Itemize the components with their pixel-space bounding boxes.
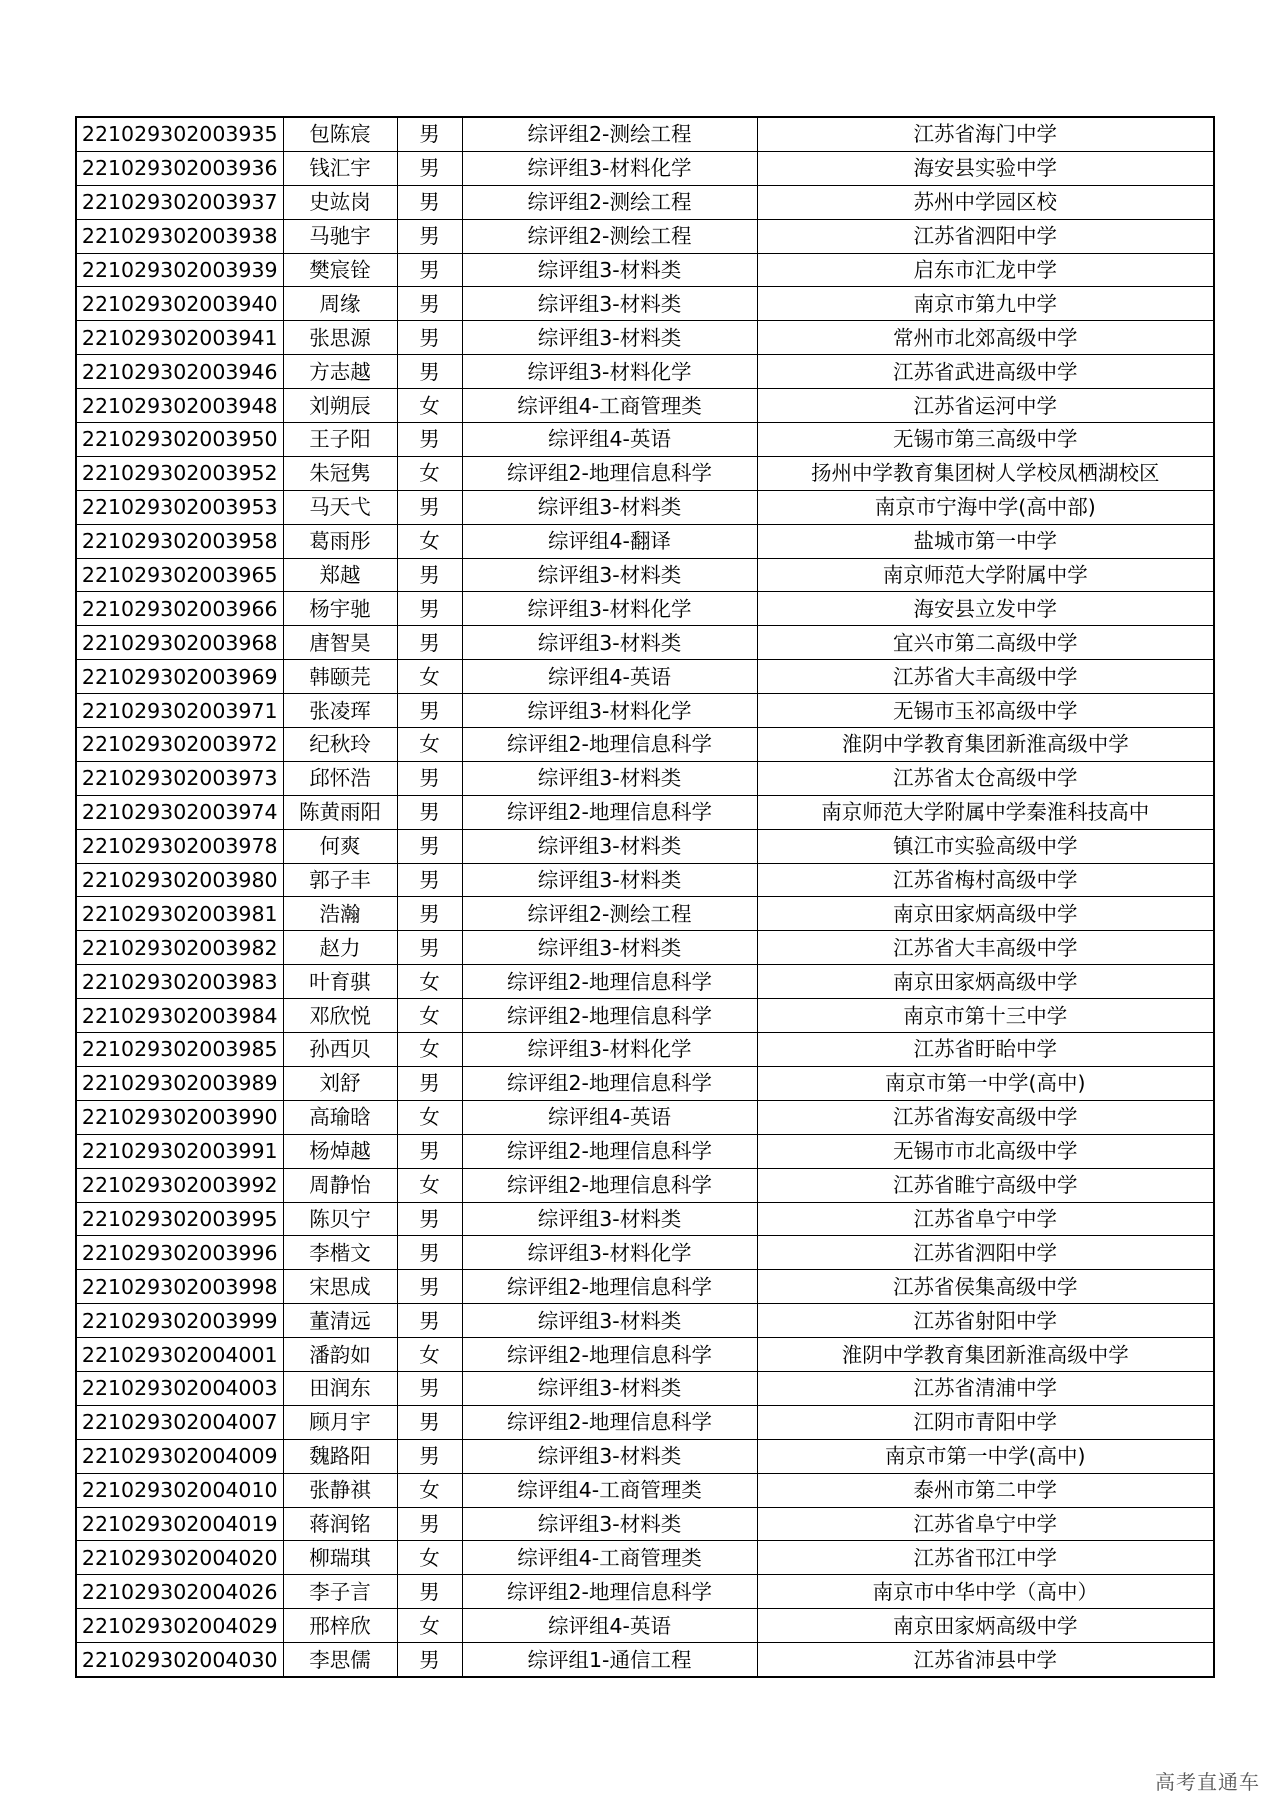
school-cell: 泰州市第二中学 (757, 1473, 1214, 1507)
group-major-cell: 综评组2-地理信息科学 (462, 1338, 757, 1372)
group-major-cell: 综评组2-测绘工程 (462, 897, 757, 931)
group-major-cell: 综评组4-英语 (462, 1100, 757, 1134)
table-row (76, 1100, 1214, 1134)
name-cell: 董清远 (283, 1304, 397, 1338)
group-major-cell: 综评组4-英语 (462, 423, 757, 457)
school-cell: 南京市第九中学 (757, 287, 1214, 321)
school-cell: 启东市汇龙中学 (757, 253, 1214, 287)
name-cell: 李思儒 (283, 1643, 397, 1677)
candidate-id-cell: 221029302003981 (76, 897, 283, 931)
gender-cell: 男 (397, 863, 462, 897)
school-cell: 江苏省盱眙中学 (757, 1033, 1214, 1067)
name-cell: 刘舒 (283, 1066, 397, 1100)
gender-cell: 女 (397, 1338, 462, 1372)
table-row (76, 151, 1214, 185)
group-major-cell: 综评组3-材料类 (462, 1371, 757, 1405)
group-major-cell: 综评组3-材料化学 (462, 151, 757, 185)
candidate-id-cell: 221029302003991 (76, 1134, 283, 1168)
group-major-cell: 综评组2-地理信息科学 (462, 1575, 757, 1609)
group-major-cell: 综评组4-工商管理类 (462, 1473, 757, 1507)
gender-cell: 女 (397, 1473, 462, 1507)
candidate-id-cell: 221029302003984 (76, 999, 283, 1033)
gender-cell: 男 (397, 253, 462, 287)
school-cell: 江苏省大丰高级中学 (757, 660, 1214, 694)
candidate-id-cell: 221029302003995 (76, 1202, 283, 1236)
table-row (76, 185, 1214, 219)
gender-cell: 女 (397, 1541, 462, 1575)
name-cell: 邓欣悦 (283, 999, 397, 1033)
name-cell: 宋思成 (283, 1270, 397, 1304)
candidate-id-cell: 221029302003939 (76, 253, 283, 287)
table-row (76, 321, 1214, 355)
school-cell: 江苏省阜宁中学 (757, 1202, 1214, 1236)
school-cell: 江苏省清浦中学 (757, 1371, 1214, 1405)
name-cell: 葛雨彤 (283, 524, 397, 558)
table-row (76, 795, 1214, 829)
gender-cell: 男 (397, 795, 462, 829)
candidate-id-cell: 221029302003982 (76, 931, 283, 965)
table-row (76, 1168, 1214, 1202)
gender-cell: 男 (397, 1270, 462, 1304)
name-cell: 郭子丰 (283, 863, 397, 897)
name-cell: 韩颐芫 (283, 660, 397, 694)
school-cell: 南京市中华中学（高中） (757, 1575, 1214, 1609)
table-row (76, 1405, 1214, 1439)
gender-cell: 男 (397, 626, 462, 660)
gender-cell: 男 (397, 151, 462, 185)
group-major-cell: 综评组2-地理信息科学 (462, 999, 757, 1033)
name-cell: 钱汇宇 (283, 151, 397, 185)
group-major-cell: 综评组2-地理信息科学 (462, 456, 757, 490)
table-row (76, 592, 1214, 626)
name-cell: 方志越 (283, 355, 397, 389)
gender-cell: 女 (397, 1609, 462, 1643)
name-cell: 刘朔辰 (283, 389, 397, 423)
candidate-id-cell: 221029302003946 (76, 355, 283, 389)
table-row (76, 1439, 1214, 1473)
gender-cell: 女 (397, 456, 462, 490)
name-cell: 王子阳 (283, 423, 397, 457)
group-major-cell: 综评组3-材料类 (462, 761, 757, 795)
school-cell: 江苏省泗阳中学 (757, 219, 1214, 253)
table-row (76, 1575, 1214, 1609)
table-row (76, 1066, 1214, 1100)
name-cell: 田润东 (283, 1371, 397, 1405)
group-major-cell: 综评组3-材料类 (462, 1202, 757, 1236)
table-row (76, 999, 1214, 1033)
gender-cell: 男 (397, 287, 462, 321)
candidate-id-cell: 221029302004009 (76, 1439, 283, 1473)
group-major-cell: 综评组3-材料类 (462, 1507, 757, 1541)
name-cell: 郑越 (283, 558, 397, 592)
school-cell: 宜兴市第二高级中学 (757, 626, 1214, 660)
name-cell: 高瑜晗 (283, 1100, 397, 1134)
group-major-cell: 综评组3-材料类 (462, 321, 757, 355)
table-row (76, 287, 1214, 321)
gender-cell: 男 (397, 219, 462, 253)
table-row (76, 965, 1214, 999)
gender-cell: 女 (397, 965, 462, 999)
school-cell: 江苏省邗江中学 (757, 1541, 1214, 1575)
group-major-cell: 综评组4-英语 (462, 660, 757, 694)
gender-cell: 男 (397, 761, 462, 795)
gender-cell: 男 (397, 1405, 462, 1439)
school-cell: 南京市第一中学(高中) (757, 1066, 1214, 1100)
name-cell: 李楷文 (283, 1236, 397, 1270)
gender-cell: 男 (397, 897, 462, 931)
table-row (76, 1507, 1214, 1541)
candidate-id-cell: 221029302003996 (76, 1236, 283, 1270)
candidate-id-cell: 221029302003968 (76, 626, 283, 660)
gender-cell: 男 (397, 490, 462, 524)
gender-cell: 男 (397, 423, 462, 457)
table-row (76, 456, 1214, 490)
table-row (76, 117, 1214, 151)
name-cell: 邱怀浩 (283, 761, 397, 795)
name-cell: 马驰宇 (283, 219, 397, 253)
school-cell: 盐城市第一中学 (757, 524, 1214, 558)
admission-roster-table (75, 116, 1215, 1678)
name-cell: 张凌珲 (283, 694, 397, 728)
candidate-id-cell: 221029302003952 (76, 456, 283, 490)
table-row (76, 1202, 1214, 1236)
school-cell: 江苏省沛县中学 (757, 1643, 1214, 1677)
candidate-id-cell: 221029302003941 (76, 321, 283, 355)
candidate-id-cell: 221029302003940 (76, 287, 283, 321)
school-cell: 江苏省睢宁高级中学 (757, 1168, 1214, 1202)
school-cell: 江苏省大丰高级中学 (757, 931, 1214, 965)
table-row (76, 761, 1214, 795)
gender-cell: 男 (397, 1236, 462, 1270)
gender-cell: 女 (397, 389, 462, 423)
group-major-cell: 综评组3-材料类 (462, 863, 757, 897)
school-cell: 江阴市青阳中学 (757, 1405, 1214, 1439)
school-cell: 南京田家炳高级中学 (757, 897, 1214, 931)
group-major-cell: 综评组3-材料类 (462, 1439, 757, 1473)
name-cell: 樊宸铨 (283, 253, 397, 287)
school-cell: 常州市北郊高级中学 (757, 321, 1214, 355)
name-cell: 纪秋玲 (283, 728, 397, 762)
name-cell: 魏路阳 (283, 1439, 397, 1473)
group-major-cell: 综评组3-材料类 (462, 253, 757, 287)
gender-cell: 男 (397, 185, 462, 219)
gender-cell: 女 (397, 999, 462, 1033)
name-cell: 马天弋 (283, 490, 397, 524)
table-row (76, 1033, 1214, 1067)
group-major-cell: 综评组3-材料类 (462, 931, 757, 965)
candidate-id-cell: 221029302004019 (76, 1507, 283, 1541)
candidate-id-cell: 221029302003966 (76, 592, 283, 626)
name-cell: 唐智昊 (283, 626, 397, 660)
table-row (76, 829, 1214, 863)
name-cell: 邢梓欣 (283, 1609, 397, 1643)
candidate-id-cell: 221029302003937 (76, 185, 283, 219)
gender-cell: 男 (397, 1507, 462, 1541)
table-row (76, 863, 1214, 897)
candidate-id-cell: 221029302004020 (76, 1541, 283, 1575)
name-cell: 周静怡 (283, 1168, 397, 1202)
candidate-id-cell: 221029302003985 (76, 1033, 283, 1067)
table-row (76, 524, 1214, 558)
school-cell: 江苏省运河中学 (757, 389, 1214, 423)
group-major-cell: 综评组3-材料化学 (462, 1033, 757, 1067)
candidate-id-cell: 221029302003936 (76, 151, 283, 185)
group-major-cell: 综评组2-地理信息科学 (462, 728, 757, 762)
school-cell: 南京市第十三中学 (757, 999, 1214, 1033)
gender-cell: 男 (397, 931, 462, 965)
school-cell: 海安县立发中学 (757, 592, 1214, 626)
roster-body (76, 117, 1214, 1677)
candidate-id-cell: 221029302003992 (76, 1168, 283, 1202)
candidate-id-cell: 221029302003958 (76, 524, 283, 558)
gender-cell: 男 (397, 117, 462, 151)
name-cell: 杨焯越 (283, 1134, 397, 1168)
candidate-id-cell: 221029302003980 (76, 863, 283, 897)
school-cell: 南京田家炳高级中学 (757, 965, 1214, 999)
candidate-id-cell: 221029302003989 (76, 1066, 283, 1100)
table-row (76, 253, 1214, 287)
group-major-cell: 综评组3-材料类 (462, 1304, 757, 1338)
name-cell: 陈贝宁 (283, 1202, 397, 1236)
school-cell: 江苏省武进高级中学 (757, 355, 1214, 389)
school-cell: 江苏省海门中学 (757, 117, 1214, 151)
school-cell: 江苏省海安高级中学 (757, 1100, 1214, 1134)
name-cell: 张思源 (283, 321, 397, 355)
candidate-id-cell: 221029302003974 (76, 795, 283, 829)
table-row (76, 1134, 1214, 1168)
school-cell: 无锡市市北高级中学 (757, 1134, 1214, 1168)
gender-cell: 男 (397, 829, 462, 863)
table-row (76, 1473, 1214, 1507)
name-cell: 蒋润铭 (283, 1507, 397, 1541)
candidate-id-cell: 221029302003965 (76, 558, 283, 592)
gender-cell: 男 (397, 355, 462, 389)
candidate-id-cell: 221029302004007 (76, 1405, 283, 1439)
group-major-cell: 综评组3-材料化学 (462, 592, 757, 626)
school-cell: 江苏省射阳中学 (757, 1304, 1214, 1338)
group-major-cell: 综评组4-翻译 (462, 524, 757, 558)
group-major-cell: 综评组3-材料类 (462, 287, 757, 321)
school-cell: 无锡市玉祁高级中学 (757, 694, 1214, 728)
candidate-id-cell: 221029302004001 (76, 1338, 283, 1372)
table-row (76, 931, 1214, 965)
group-major-cell: 综评组4-工商管理类 (462, 1541, 757, 1575)
group-major-cell: 综评组3-材料类 (462, 626, 757, 660)
table-row (76, 219, 1214, 253)
gender-cell: 男 (397, 1066, 462, 1100)
school-cell: 江苏省侯集高级中学 (757, 1270, 1214, 1304)
school-cell: 江苏省太仓高级中学 (757, 761, 1214, 795)
table-row (76, 1236, 1214, 1270)
school-cell: 淮阴中学教育集团新淮高级中学 (757, 728, 1214, 762)
candidate-id-cell: 221029302004030 (76, 1643, 283, 1677)
group-major-cell: 综评组3-材料化学 (462, 1236, 757, 1270)
group-major-cell: 综评组2-地理信息科学 (462, 1270, 757, 1304)
candidate-id-cell: 221029302004010 (76, 1473, 283, 1507)
candidate-id-cell: 221029302003972 (76, 728, 283, 762)
gender-cell: 女 (397, 1168, 462, 1202)
group-major-cell: 综评组2-地理信息科学 (462, 1066, 757, 1100)
gender-cell: 男 (397, 1371, 462, 1405)
table-row (76, 1338, 1214, 1372)
group-major-cell: 综评组4-英语 (462, 1609, 757, 1643)
watermark-text: 高考直通车 (1155, 1770, 1260, 1794)
gender-cell: 男 (397, 1304, 462, 1338)
group-major-cell: 综评组2-地理信息科学 (462, 1168, 757, 1202)
candidate-id-cell: 221029302003971 (76, 694, 283, 728)
school-cell: 南京市第一中学(高中) (757, 1439, 1214, 1473)
group-major-cell: 综评组4-工商管理类 (462, 389, 757, 423)
table-row (76, 1304, 1214, 1338)
candidate-id-cell: 221029302004029 (76, 1609, 283, 1643)
table-row (76, 897, 1214, 931)
group-major-cell: 综评组3-材料化学 (462, 694, 757, 728)
school-cell: 南京师范大学附属中学 (757, 558, 1214, 592)
school-cell: 南京市宁海中学(高中部) (757, 490, 1214, 524)
school-cell: 无锡市第三高级中学 (757, 423, 1214, 457)
gender-cell: 女 (397, 1033, 462, 1067)
name-cell: 赵力 (283, 931, 397, 965)
group-major-cell: 综评组2-地理信息科学 (462, 1134, 757, 1168)
gender-cell: 男 (397, 321, 462, 355)
table-row (76, 1643, 1214, 1677)
candidate-id-cell: 221029302003978 (76, 829, 283, 863)
gender-cell: 女 (397, 1100, 462, 1134)
school-cell: 淮阴中学教育集团新淮高级中学 (757, 1338, 1214, 1372)
group-major-cell: 综评组2-测绘工程 (462, 117, 757, 151)
candidate-id-cell: 221029302003953 (76, 490, 283, 524)
table-row (76, 1371, 1214, 1405)
name-cell: 张静祺 (283, 1473, 397, 1507)
candidate-id-cell: 221029302003990 (76, 1100, 283, 1134)
table-row (76, 626, 1214, 660)
candidate-id-cell: 221029302004026 (76, 1575, 283, 1609)
candidate-id-cell: 221029302003948 (76, 389, 283, 423)
group-major-cell: 综评组3-材料类 (462, 558, 757, 592)
name-cell: 浩瀚 (283, 897, 397, 931)
group-major-cell: 综评组2-测绘工程 (462, 185, 757, 219)
school-cell: 南京师范大学附属中学秦淮科技高中 (757, 795, 1214, 829)
name-cell: 史竑岗 (283, 185, 397, 219)
candidate-id-cell: 221029302003935 (76, 117, 283, 151)
table-row (76, 1270, 1214, 1304)
gender-cell: 男 (397, 694, 462, 728)
name-cell: 叶育骐 (283, 965, 397, 999)
table-row (76, 694, 1214, 728)
name-cell: 何爽 (283, 829, 397, 863)
name-cell: 陈黄雨阳 (283, 795, 397, 829)
name-cell: 杨宇驰 (283, 592, 397, 626)
name-cell: 孙西贝 (283, 1033, 397, 1067)
gender-cell: 男 (397, 1439, 462, 1473)
gender-cell: 女 (397, 728, 462, 762)
name-cell: 周缘 (283, 287, 397, 321)
candidate-id-cell: 221029302003999 (76, 1304, 283, 1338)
name-cell: 朱冠隽 (283, 456, 397, 490)
group-major-cell: 综评组3-材料类 (462, 490, 757, 524)
gender-cell: 女 (397, 524, 462, 558)
table-row (76, 355, 1214, 389)
name-cell: 柳瑞琪 (283, 1541, 397, 1575)
group-major-cell: 综评组2-地理信息科学 (462, 1405, 757, 1439)
table-row (76, 389, 1214, 423)
table-row (76, 423, 1214, 457)
group-major-cell: 综评组3-材料化学 (462, 355, 757, 389)
school-cell: 海安县实验中学 (757, 151, 1214, 185)
candidate-id-cell: 221029302003969 (76, 660, 283, 694)
gender-cell: 男 (397, 1643, 462, 1677)
table-row (76, 660, 1214, 694)
candidate-id-cell: 221029302003938 (76, 219, 283, 253)
gender-cell: 男 (397, 1134, 462, 1168)
table-row (76, 1609, 1214, 1643)
school-cell: 扬州中学教育集团树人学校凤栖湖校区 (757, 456, 1214, 490)
group-major-cell: 综评组2-测绘工程 (462, 219, 757, 253)
group-major-cell: 综评组2-地理信息科学 (462, 795, 757, 829)
name-cell: 潘韵如 (283, 1338, 397, 1372)
table-row (76, 728, 1214, 762)
gender-cell: 男 (397, 592, 462, 626)
school-cell: 江苏省泗阳中学 (757, 1236, 1214, 1270)
table-row (76, 558, 1214, 592)
candidate-id-cell: 221029302003950 (76, 423, 283, 457)
candidate-id-cell: 221029302003998 (76, 1270, 283, 1304)
name-cell: 顾月宇 (283, 1405, 397, 1439)
gender-cell: 男 (397, 1202, 462, 1236)
group-major-cell: 综评组2-地理信息科学 (462, 965, 757, 999)
school-cell: 江苏省阜宁中学 (757, 1507, 1214, 1541)
gender-cell: 男 (397, 558, 462, 592)
school-cell: 镇江市实验高级中学 (757, 829, 1214, 863)
school-cell: 江苏省梅村高级中学 (757, 863, 1214, 897)
school-cell: 南京田家炳高级中学 (757, 1609, 1214, 1643)
school-cell: 苏州中学园区校 (757, 185, 1214, 219)
group-major-cell: 综评组1-通信工程 (462, 1643, 757, 1677)
gender-cell: 女 (397, 660, 462, 694)
table-row (76, 490, 1214, 524)
name-cell: 包陈宸 (283, 117, 397, 151)
table-row (76, 1541, 1214, 1575)
candidate-id-cell: 221029302003983 (76, 965, 283, 999)
candidate-id-cell: 221029302004003 (76, 1371, 283, 1405)
group-major-cell: 综评组3-材料类 (462, 829, 757, 863)
candidate-id-cell: 221029302003973 (76, 761, 283, 795)
name-cell: 李子言 (283, 1575, 397, 1609)
gender-cell: 男 (397, 1575, 462, 1609)
